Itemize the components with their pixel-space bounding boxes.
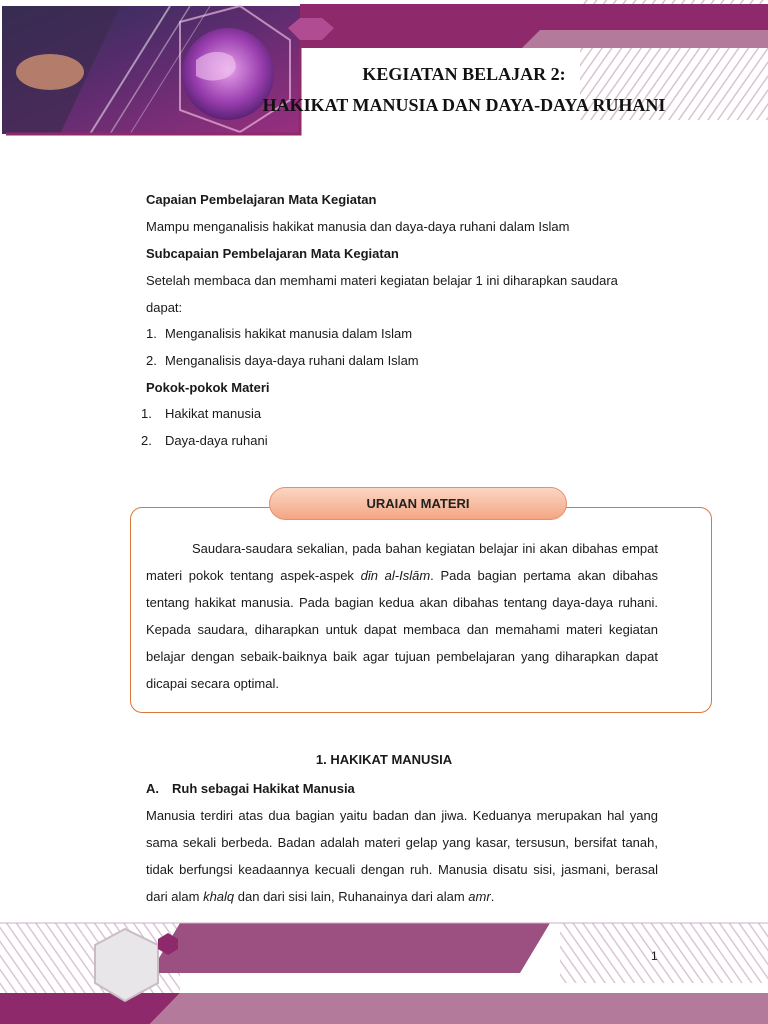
- paragraph-italic: khalq: [203, 889, 235, 904]
- paragraph-part: .: [490, 889, 495, 904]
- body-paragraph: [146, 802, 658, 910]
- capaian-text: Mampu menganalisis hakikat manusia dan daya-daya ruhani dalam Islam: [146, 219, 570, 234]
- subcapaian-item: Menganalisis daya-daya ruhani dalam Islam: [165, 353, 419, 368]
- subcapaian-intro-line2: dapat:: [146, 300, 183, 315]
- pokok-item-number: 2.: [141, 433, 152, 448]
- uraian-materi-text: [146, 535, 658, 697]
- footer-banner-graphic: [0, 915, 768, 1024]
- pokok-item-number: 1.: [141, 406, 152, 421]
- pokok-materi-heading: Pokok-pokok Materi: [146, 380, 270, 395]
- subsection-label: A.: [146, 781, 159, 796]
- paragraph-part: dan dari sisi lain, Ruhanainya dari alam: [234, 889, 469, 904]
- document-title-line1: KEGIATAN BELAJAR 2:: [362, 64, 566, 84]
- uraian-materi-label: URAIAN MATERI: [269, 487, 567, 520]
- paragraph-italic: amr: [468, 889, 491, 904]
- paragraph-part: Manusia terdiri atas dua bagian yaitu badan dan jiwa. Keduanya merupakan hal yang sama sekali berbeda. Badan adalah materi gelap yang kasar, tersusun, bersifat tanah, tidak berfungsi keadaannya kecuali dengan ruh. Manusia disatu sisi, jasmani, berasal dari alam: [146, 808, 658, 904]
- section-heading: 1. HAKIKAT MANUSIA: [315, 752, 453, 767]
- subsection-heading: Ruh sebagai Hakikat Manusia: [172, 781, 355, 796]
- uraian-text-part1: Saudara-saudara sekalian, pada bahan kegiatan belajar ini akan dibahas empat materi pokok tentang aspek-aspek: [146, 541, 658, 583]
- pokok-item: Daya-daya ruhani: [165, 433, 268, 448]
- pokok-item: Hakikat manusia: [165, 406, 262, 421]
- capaian-heading: Capaian Pembelajaran Mata Kegiatan: [146, 192, 377, 207]
- uraian-text-italic: dīn al-Islām: [360, 568, 431, 583]
- document-title-line2: HAKIKAT MANUSIA DAN DAYA-DAYA RUHANI: [262, 95, 666, 115]
- subcapaian-heading: Subcapaian Pembelajaran Mata Kegiatan: [146, 246, 399, 261]
- subcapaian-item-number: 2.: [146, 353, 157, 368]
- subcapaian-intro-line1: Setelah membaca dan memhami materi kegiatan belajar 1 ini diharapkan saudara: [146, 273, 618, 288]
- page-number: 1: [651, 949, 658, 963]
- subcapaian-item-number: 1.: [146, 326, 157, 341]
- subcapaian-item: Menganalisis hakikat manusia dalam Islam: [165, 326, 413, 341]
- uraian-text-part2: . Pada bagian pertama akan dibahas tentang hakikat manusia. Pada bagian kedua akan dibahas tentang daya-daya ruhani. Kepada saudara, diharapkan untuk dapat membaca dan memahami materi kegiatan belajar dengan sebaik-baiknya baik agar tujuan pembelajaran yang diharapkan dapat dicapai secara optimal.: [146, 568, 659, 691]
